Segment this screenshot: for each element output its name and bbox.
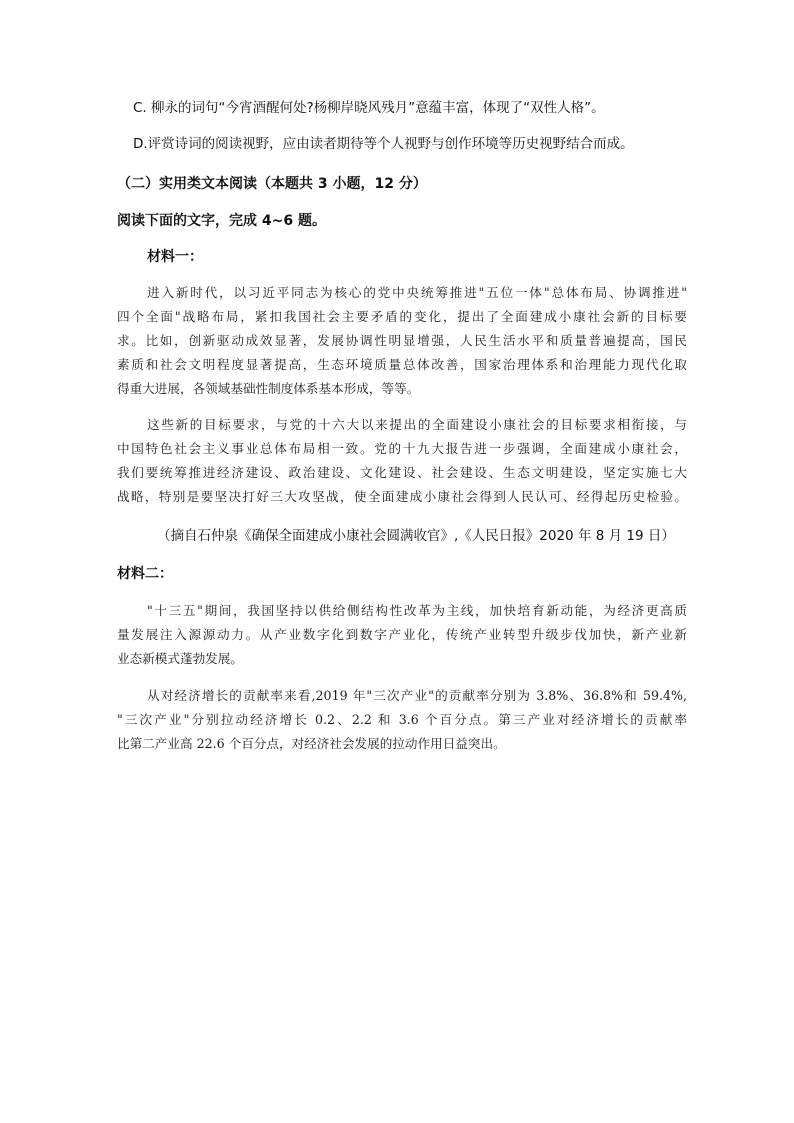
material-one-para-1-line-5: 得重大进展，各领域基础性制度体系基本形成，等等。 <box>117 381 420 396</box>
material-two-para-1-line-2: 量发展注入源源动力。从产业数字化到数字产业化，传统产业转型升级步伐加快，新产业新 <box>117 627 687 642</box>
material-two-para-1-line-3: 业态新模式蓬勃发展。 <box>117 651 243 666</box>
material-one-source: （摘自石仲泉《确保全面建成小康社会圆满收官》,《人民日报》2020 年 8 月 19 日） <box>157 528 675 544</box>
material-one-para-1-line-2: 四个全面"战略布局，紧扣我国社会主要矛盾的变化，提出了全面建成小康社会新的目标要 <box>117 309 687 324</box>
section-instruction: 阅读下面的文字，完成 4~6 题。 <box>117 213 326 229</box>
material-one-para-2-line-2: 中国特色社会主义事业总体布局相一致。党的十九大报告进一步强调，全面建成小康社会， <box>117 441 687 456</box>
material-one-para-2-line-1: 这些新的目标要求，与党的十六大以来提出的全面建设小康社会的目标要求相衔接，与 <box>147 417 687 432</box>
material-one-para-1-line-4: 素质和社会文明程度显著提高，生态环境质量总体改善，国家治理体系和治理能力现代化取 <box>117 357 687 372</box>
section-title: （二）实用类文本阅读（本题共 3 小题，12 分） <box>117 176 427 192</box>
material-two-para-2-line-3: 比第二产业高 22.6 个百分点，对经济社会发展的拉动作用日益突出。 <box>117 736 506 751</box>
material-two-para-1-line-1: "十三五"期间，我国坚持以供给侧结构性改革为主线，加快培育新动能，为经济更高质 <box>147 603 687 618</box>
material-one-para-2-line-4: 战略，特别是要坚决打好三大攻坚战，使全面建成小康社会得到人民认可、经得起历史检验。 <box>117 489 687 504</box>
material-one-label: 材料一： <box>147 249 203 265</box>
material-one-para-1-line-1: 进入新时代，以习近平同志为核心的党中央统筹推进"五位一体"总体布局、协调推进" <box>147 285 687 300</box>
option-d: D.评赏诗词的阅读视野，应由读者期待等个人视野与创作环境等历史视野结合而成。 <box>133 136 634 152</box>
material-two-para-2-line-1: 从对经济增长的贡献率来看,2019 年"三次产业"的贡献率分别为 3.8%、36.8%和 59.4%, <box>147 688 687 703</box>
option-c: C. 柳永的词句“今宵酒醒何处?杨柳岸晓风残月”意蕴丰富，体现了“双性人格”。 <box>133 100 605 116</box>
material-two-para-2-line-2: "三次产业"分别拉动经济增长 0.2、2.2 和 3.6 个百分点。第三产业对经济增长的贡献率 <box>117 712 687 727</box>
material-one-para-1-line-3: 求。比如，创新驱动成效显著，发展协调性明显增强，人民生活水平和质量普遍提高，国民 <box>117 333 687 348</box>
material-two-label: 材料二： <box>117 566 173 582</box>
material-one-para-2-line-3: 我们要统筹推进经济建设、政治建设、文化建设、社会建设、生态文明建设，坚定实施七大 <box>117 465 687 480</box>
